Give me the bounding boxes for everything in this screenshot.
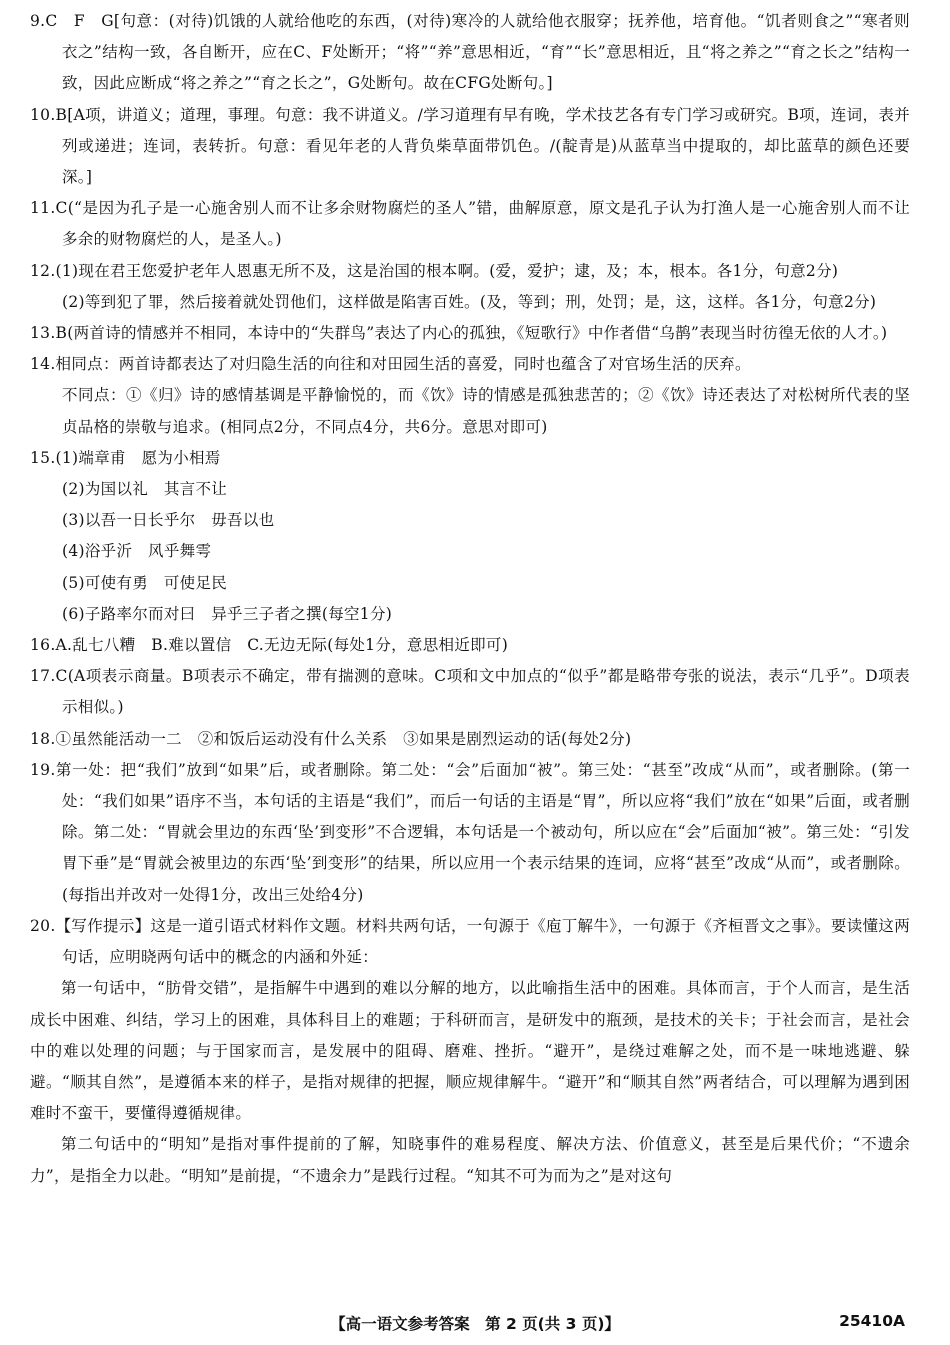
- answer-q12-part2: (2)等到犯了罪，然后接着就处罚他们，这样做是陷害百姓。(及，等到；刑，处罚；是，这，这样。各1分，句意2分): [62, 292, 877, 311]
- answer-q14-same: 14.相同点：两首诗都表达了对归隐生活的向往和对田园生活的喜爱，同时也蕴含了对官场生活的厌弃。: [30, 355, 751, 374]
- answer-q10: 10.B[A项，讲道义；道理，事理。句意：我不讲道义。/学习道理有早有晚，学术技艺各有专门学习或研究。B项，连词，表并列或递进；连词，表转折。句意：看见年老的人背负柴草面带饥色。/(靛青是)从蓝草当中提取的，却比蓝草的颜色还要深。]: [30, 105, 910, 187]
- answer-content: [30, 6, 910, 1192]
- answer-q17: 17.C(A项表示商量。B项表示不确定，带有揣测的意味。C项和文中加点的“似乎”都是略带夸张的说法，表示“几乎”。D项表示相似。): [30, 667, 910, 717]
- answer-q16: 16.A.乱七八糟 B.难以置信 C.无边无际(每处1分，意思相近即可): [30, 636, 509, 655]
- answer-q19: 19.第一处：把“我们”放到“如果”后，或者删除。第二处：“会”后面加“被”。第三处：“甚至”改成“从而”，或者删除。(第一处：“我们如果”语序不当，本句话的主语是“我们”，而后一句话的主语是“胃”，所以应将“我们”放在“如果”后面，或者删除。第二处：“胃就会里边的东西‘坠’到变形”不合逻辑，本句话是一个被动句，所以应在“会”后面加“被”。第三处：“引发胃下垂”是“胃就会被里边的东西‘坠’到变形”的结果，所以应用一个表示结果的连词，应将“甚至”改成“从而”，或者删除。(每指出并改对一处得1分，改出三处给4分): [30, 760, 910, 904]
- answer-q11: 11.C(“是因为孔子是一心施舍别人而不让多余财物腐烂的圣人”错，曲解原意，原文是孔子认为打渔人是一心施舍别人而不让多余的财物腐烂的人，是圣人。): [30, 199, 910, 249]
- footer-code: 25410A: [839, 1312, 905, 1330]
- page-footer: [0, 1306, 950, 1336]
- answer-q13: 13.B(两首诗的情感并不相同，本诗中的“失群鸟”表达了内心的孤独，《短歌行》中作者借“乌鹊”表现当时彷徨无依的人才。): [30, 324, 888, 343]
- answer-q12-part1: 12.(1)现在君王您爱护老年人恩惠无所不及，这是治国的根本啊。(爱，爱护；逮，及；本，根本。各1分，句意2分): [30, 261, 839, 280]
- answer-q15-6: (6)子路率尔而对曰 异乎三子者之撰(每空1分): [62, 604, 393, 623]
- answer-q15-3: (3)以吾一日长乎尔 毋吾以也: [62, 511, 275, 530]
- answer-q9: 9.C F G[句意：(对待)饥饿的人就给他吃的东西，(对待)寒冷的人就给他衣服穿；抚养他，培育他。“饥者则食之”“寒者则衣之”结构一致，各自断开，应在C、F处断开；“将”“养”意思相近，“育”“长”意思相近，且“将之养之”“育之长之”结构一致，因此应断成“将之养之”“育之长之”，G处断句。故在CFG处断句。]: [30, 12, 910, 93]
- answer-q20-paragraph-1: 第一句话中，“肪骨交错”，是指解牛中遇到的难以分解的地方，以此喻指生活中的困难。具体而言，于个人而言，是生活成长中困难、纠结，学习上的困难，具体科目上的难题；于科研而言，是研发中的瓶颈，是技术的关卡；于社会而言，是社会中的难以处理的问题；与于国家而言，是发展中的阻碍、磨难、挫折。“避开”，是绕过难解之处，而不是一味地逃避、躲避。“顺其自然”，是遵循本来的样子，是指对规律的把握，顺应规律解牛。“避开”和“顺其自然”两者结合，可以理解为遇到困难时不蛮干，要懂得遵循规律。: [30, 979, 910, 1123]
- answer-q18: 18.①虽然能活动一二 ②和饭后运动没有什么关系 ③如果是剧烈运动的话(每处2分): [30, 729, 632, 748]
- answer-q15-2: (2)为国以礼 其言不让: [62, 480, 228, 499]
- answer-q15-4: (4)浴乎沂 风乎舞雩: [62, 542, 212, 561]
- answer-q15-5: (5)可使有勇 可使足民: [62, 573, 228, 592]
- answer-q14-diff: 不同点：①《归》诗的感情基调是平静愉悦的，而《饮》诗的情感是孤独悲苦的；②《饮》诗还表达了对松树所代表的坚贞品格的崇敬与追求。(相同点2分，不同点4分，共6分。意思对即可): [62, 386, 910, 436]
- footer-title: 【高一语文参考答案 第 2 页(共 3 页)】: [330, 1315, 620, 1333]
- answer-q20-paragraph-2: 第二句话中的“明知”是指对事件提前的了解，知晓事件的难易程度、解决方法、价值意义，甚至是后果代价；“不遗余力”，是指全力以赴。“明知”是前提，“不遗余力”是践行过程。“知其不可为而为之”是对这句: [30, 1135, 910, 1185]
- answer-q15-1: 15.(1)端章甫 愿为小相焉: [30, 448, 221, 467]
- answer-q20-intro: 20.【写作提示】这是一道引语式材料作文题。材料共两句话，一句源于《庖丁解牛》，一句源于《齐桓晋文之事》。要读懂这两句话，应明晓两句话中的概念的内涵和外延：: [30, 916, 910, 967]
